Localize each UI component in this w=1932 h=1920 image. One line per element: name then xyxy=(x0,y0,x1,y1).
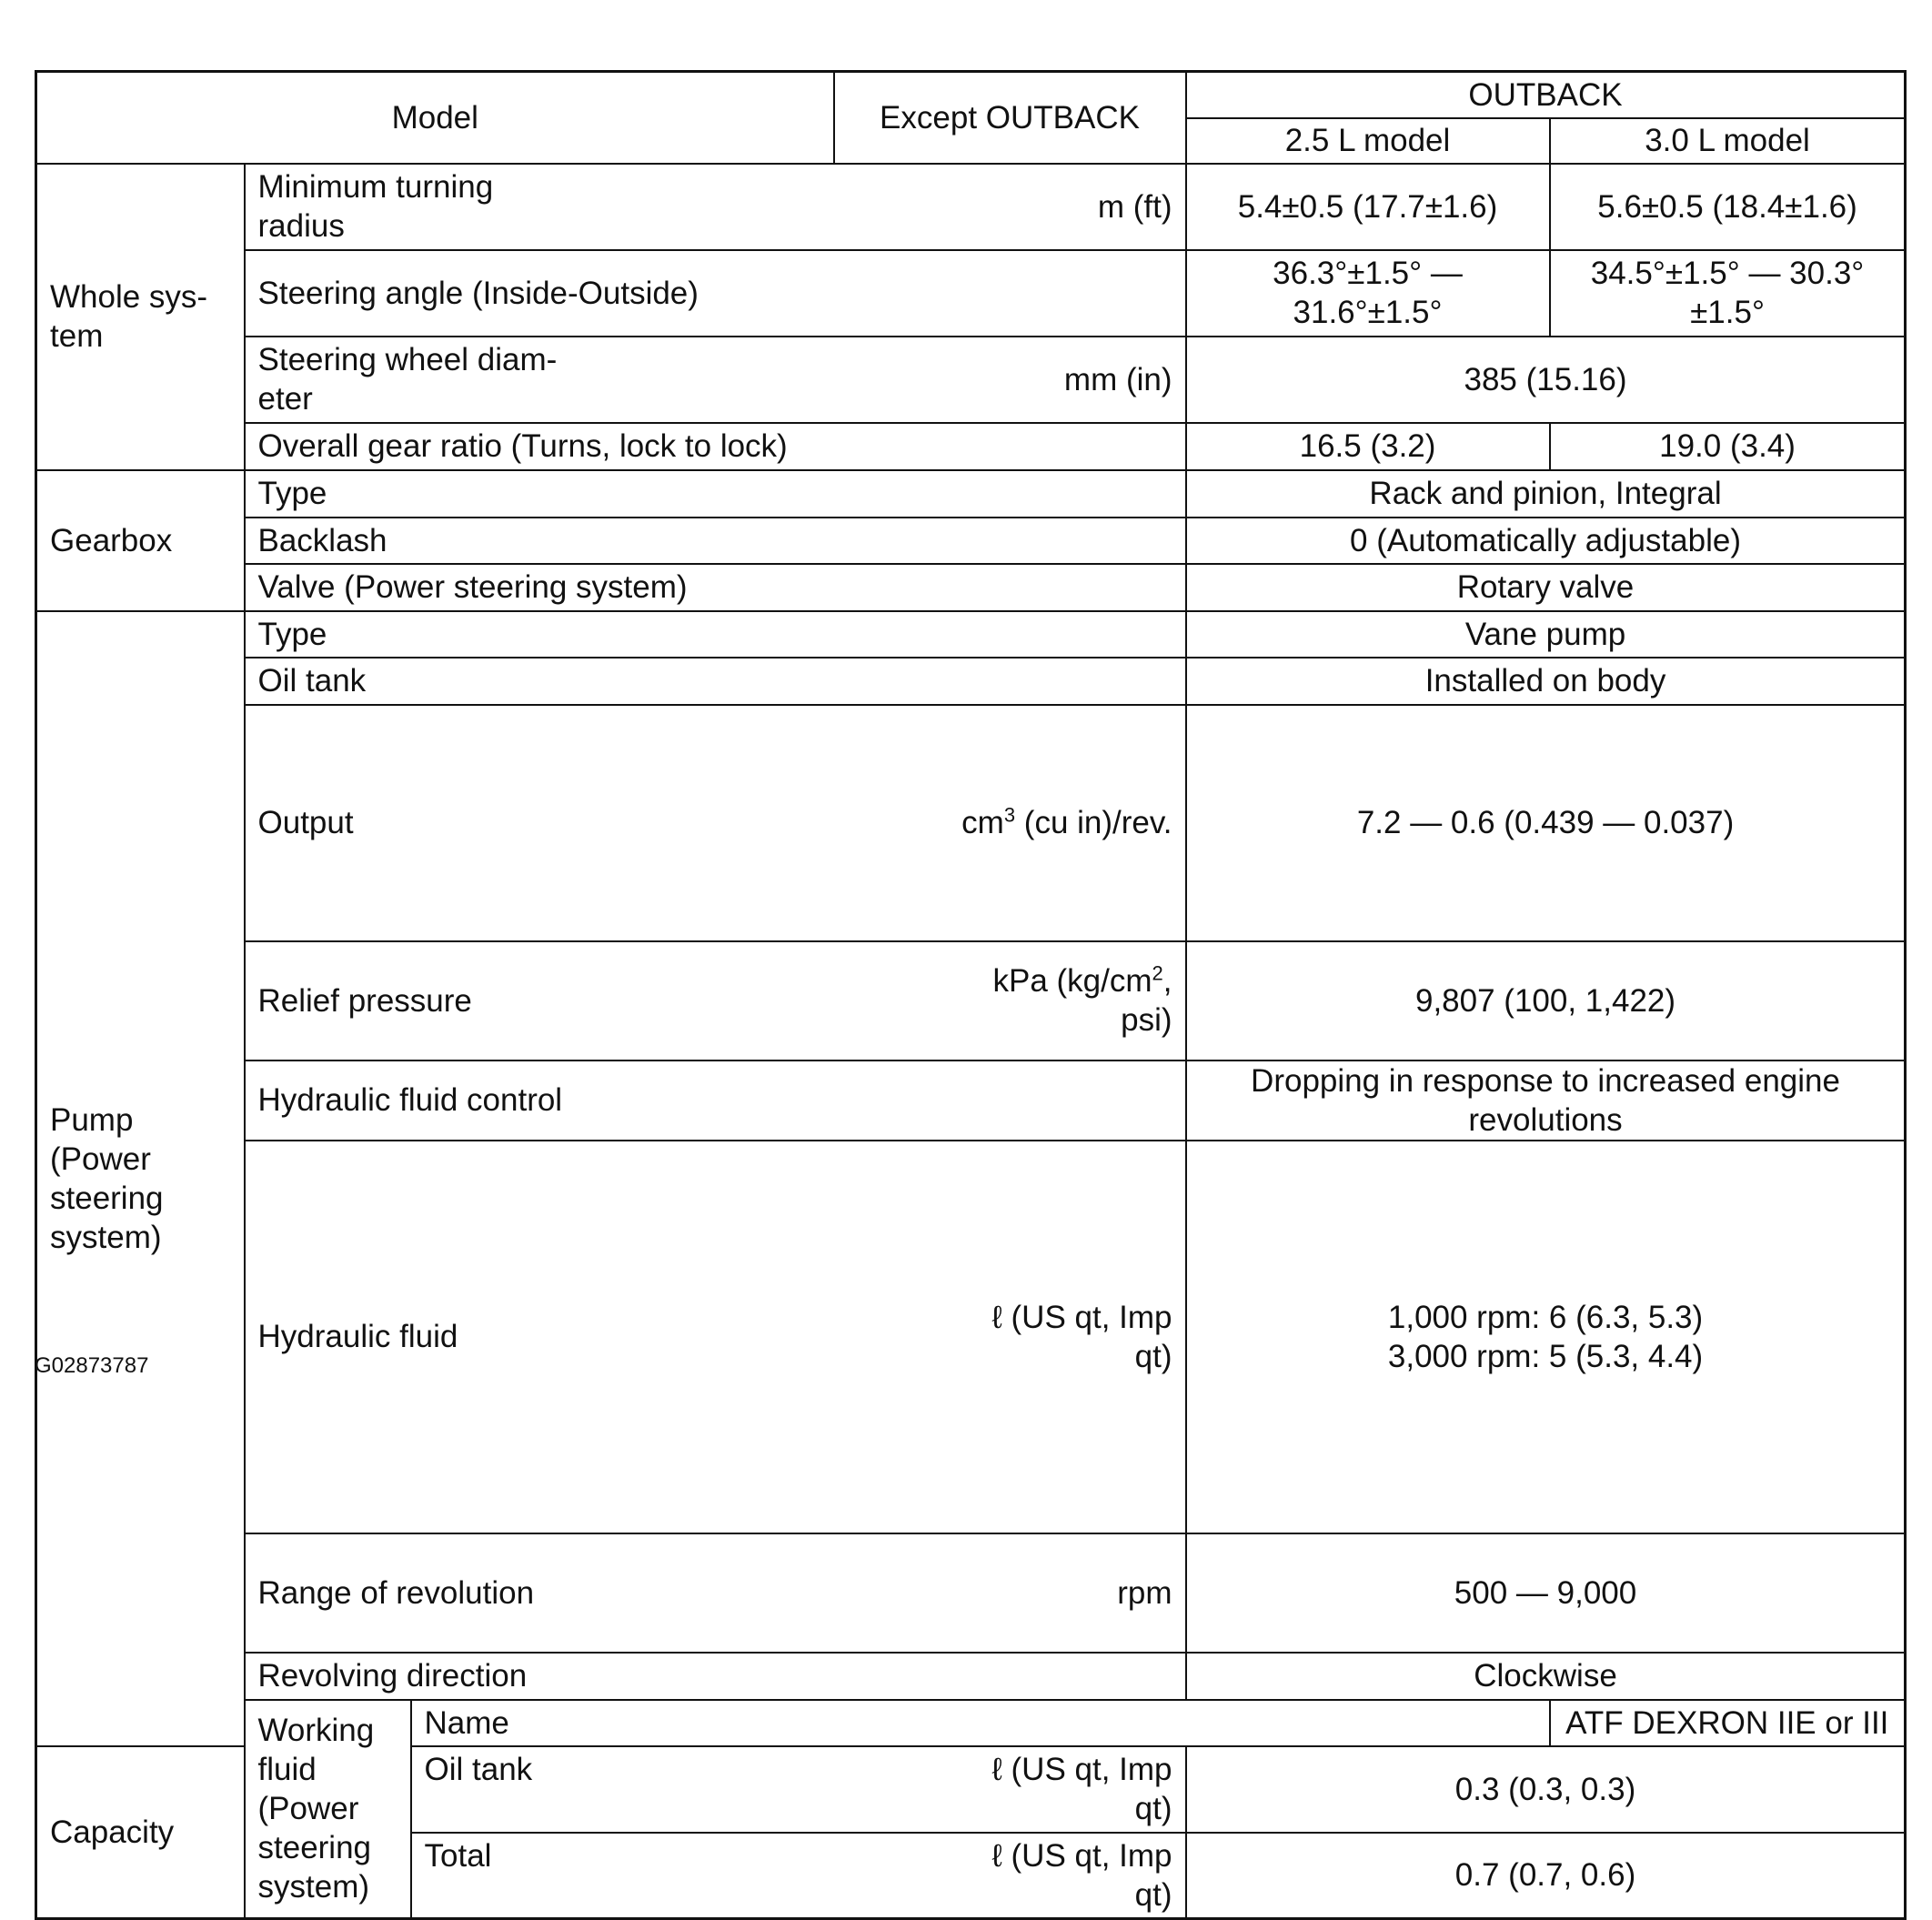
except-outback-header: Except OUTBACK xyxy=(834,72,1186,164)
range-label-cell xyxy=(245,1533,1186,1653)
capacity-label: Capacity xyxy=(36,1746,245,1919)
gearbox-type-label: Type xyxy=(245,470,1186,518)
wheel-diameter-label: Steering wheel diam- eter xyxy=(257,342,558,417)
table-row xyxy=(36,705,1906,941)
direction-value: Clockwise xyxy=(1186,1653,1906,1700)
table-row xyxy=(36,250,1906,337)
gear-ratio-outback: 19.0 (3.4) xyxy=(1550,423,1906,470)
hydraulic-fluid-label-cell xyxy=(245,1141,1186,1533)
fluid-control-label: Hydraulic fluid control xyxy=(245,1061,1186,1141)
wheel-diameter-value: 385 (15.16) xyxy=(1186,337,1906,423)
table-row xyxy=(36,518,1906,564)
oil-tank-label: Oil tank xyxy=(245,658,1186,705)
outback-header: OUTBACK xyxy=(1186,72,1906,118)
backlash-label: Backlash xyxy=(245,518,1186,564)
turning-radius-unit: m (ft) xyxy=(1097,188,1172,225)
table-row xyxy=(36,1533,1906,1653)
hydraulic-fluid-unit: ℓ (US qt, Imp qt) xyxy=(991,1299,1172,1374)
l30-header: 3.0 L model xyxy=(1550,118,1906,164)
wheel-diameter-unit: mm (in) xyxy=(1063,361,1172,397)
range-label: Range of revolution xyxy=(257,1574,535,1611)
output-label-cell xyxy=(245,705,1186,941)
cap-total-label-cell xyxy=(411,1833,1186,1919)
table-row xyxy=(36,611,1906,658)
relief-value-25: 9,807 (100, 1,422) xyxy=(1186,941,1906,1061)
group-whole-system: Whole sys- tem xyxy=(36,164,245,470)
table-row xyxy=(36,658,1906,705)
gear-ratio-label: Overall gear ratio (Turns, lock to lock) xyxy=(245,423,1186,470)
relief-label: Relief pressure xyxy=(257,982,472,1019)
specifications-table xyxy=(35,70,1907,1920)
output-unit: $cm^3$ (cu in)/rev. xyxy=(961,803,1172,840)
relief-unit: kPa ($kg/cm^2$, psi) xyxy=(992,961,1172,1038)
figure-code: G02873787 xyxy=(35,1353,149,1378)
header-row xyxy=(36,72,1906,118)
output-value-25: 7.2 — 0.6 (0.439 — 0.037) xyxy=(1186,705,1906,941)
cap-tank-unit: ℓ (US qt, Imp qt) xyxy=(991,1752,1172,1826)
cap-total-value: 0.7 (0.7, 0.6) xyxy=(1186,1833,1906,1919)
range-unit: rpm xyxy=(1117,1574,1172,1611)
cap-total-label: Total xyxy=(424,1837,492,1874)
group-working-fluid: Working fluid (Power steering system) xyxy=(245,1700,411,1919)
cap-total-unit: ℓ (US qt, Imp qt) xyxy=(991,1837,1172,1913)
table-row xyxy=(36,337,1906,423)
range-value-25: 500 — 9,000 xyxy=(1186,1533,1906,1653)
wheel-diameter-label-cell xyxy=(245,337,1186,423)
backlash-value: 0 (Automatically adjustable) xyxy=(1186,518,1906,564)
table-row xyxy=(36,1141,1906,1533)
hydraulic-fluid-label: Hydraulic fluid xyxy=(257,1319,458,1354)
output-label: Output xyxy=(257,805,354,840)
gearbox-type-value: Rack and pinion, Integral xyxy=(1186,470,1906,518)
cap-tank-label: Oil tank xyxy=(424,1752,533,1787)
oil-tank-value: Installed on body xyxy=(1186,658,1906,705)
steering-angle-outback: 34.5°±1.5° — 30.3°±1.5° xyxy=(1550,250,1906,337)
relief-label-cell xyxy=(245,941,1186,1061)
turning-radius-except: 5.4±0.5 (17.7±1.6) xyxy=(1186,164,1550,250)
turning-radius-label: Minimum turning radius xyxy=(257,169,494,244)
table-row xyxy=(36,470,1906,518)
table-row xyxy=(36,564,1906,611)
valve-label: Valve (Power steering system) xyxy=(245,564,1186,611)
direction-label: Revolving direction xyxy=(245,1653,1186,1700)
table-row xyxy=(36,164,1906,250)
table-row xyxy=(36,1700,1906,1746)
table-row xyxy=(36,423,1906,470)
pump-type-label: Type xyxy=(245,611,1186,658)
model-header: Model xyxy=(36,72,834,164)
turning-radius-label-cell xyxy=(245,164,1186,250)
table-row xyxy=(36,941,1906,1061)
fluid-name-label: Name xyxy=(411,1700,1550,1746)
turning-radius-outback: 5.6±0.5 (18.4±1.6) xyxy=(1550,164,1906,250)
cap-tank-label-cell xyxy=(411,1746,1186,1833)
group-pump: Pump (Power steering system) xyxy=(36,611,245,1746)
gear-ratio-except: 16.5 (3.2) xyxy=(1186,423,1550,470)
cap-tank-value: 0.3 (0.3, 0.3) xyxy=(1186,1746,1906,1833)
steering-angle-except: 36.3°±1.5° — 31.6°±1.5° xyxy=(1186,250,1550,337)
table-row xyxy=(36,1061,1906,1141)
fluid-control-value: Dropping in response to increased engine revolutions xyxy=(1186,1061,1906,1141)
fluid-name-value: ATF DEXRON IIE or III xyxy=(1550,1700,1906,1746)
hydraulic-fluid-value-25: 1,000 rpm: 6 (6.3, 5.3) 3,000 rpm: 5 (5.3, 4.4) xyxy=(1186,1141,1906,1533)
pump-type-value: Vane pump xyxy=(1186,611,1906,658)
valve-value: Rotary valve xyxy=(1186,564,1906,611)
steering-angle-label: Steering angle (Inside-Outside) xyxy=(245,250,1186,337)
l25-header: 2.5 L model xyxy=(1186,118,1550,164)
group-gearbox: Gearbox xyxy=(36,470,245,611)
table-row xyxy=(36,1653,1906,1700)
